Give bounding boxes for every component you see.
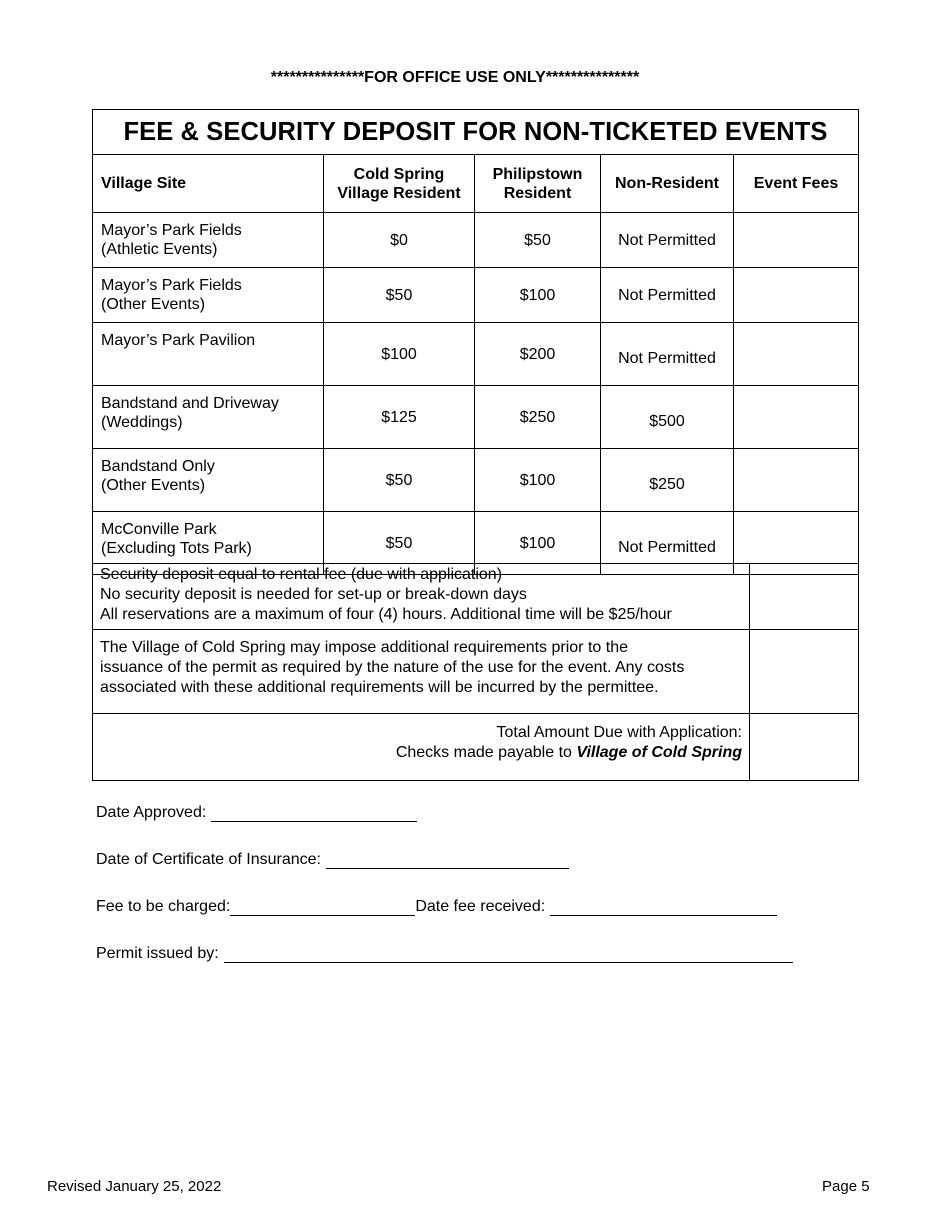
site-note: (Excluding Tots Park) bbox=[101, 540, 252, 557]
deposit-line: No security deposit is needed for set-up or break-down days bbox=[100, 586, 527, 603]
permit-issued-line[interactable] bbox=[224, 944, 793, 963]
cold-spring-fee: $50 bbox=[324, 449, 475, 512]
checks-payee: Village of Cold Spring bbox=[576, 744, 742, 761]
site-name: Mayor’s Park Pavilion bbox=[101, 332, 256, 349]
header-philipstown bbox=[475, 155, 601, 213]
header-philipstown-line1: Philipstown bbox=[492, 165, 583, 183]
cold-spring-fee: $50 bbox=[324, 268, 475, 323]
deposit-notes bbox=[93, 564, 750, 630]
checks-prefix: Checks made payable to bbox=[395, 744, 577, 761]
date-insurance-label: Date of Certificate of Insurance: bbox=[96, 851, 321, 868]
event-fees-cell[interactable] bbox=[734, 268, 859, 323]
philipstown-fee: $100 bbox=[475, 449, 601, 512]
header-cold-spring bbox=[324, 155, 475, 213]
header-cold-spring-line2: Village Resident bbox=[337, 184, 461, 202]
total-label: Total Amount Due with Application: bbox=[496, 724, 742, 741]
site-note: (Other Events) bbox=[101, 296, 206, 313]
site-note: (Other Events) bbox=[101, 477, 206, 494]
site-name: McConville Park bbox=[101, 521, 217, 538]
site-cell bbox=[93, 213, 324, 268]
total-row bbox=[93, 714, 859, 781]
site-note: (Weddings) bbox=[101, 414, 183, 431]
header-event-fees: Event Fees bbox=[734, 155, 859, 213]
header-non-resident: Non-Resident bbox=[601, 155, 734, 213]
site-cell bbox=[93, 268, 324, 323]
header-village-site: Village Site bbox=[93, 155, 324, 213]
event-fees-cell[interactable] bbox=[734, 213, 859, 268]
permit-issued-field bbox=[96, 944, 793, 963]
requirements-line: The Village of Cold Spring may impose additional requirements prior to the bbox=[100, 639, 628, 656]
requirements-notes bbox=[93, 630, 750, 714]
cold-spring-fee: $125 bbox=[324, 386, 475, 449]
fee-charged-line[interactable] bbox=[230, 897, 415, 916]
site-name: Bandstand and Driveway bbox=[101, 395, 279, 412]
requirements-line: associated with these additional requirements will be incurred by the permittee. bbox=[100, 679, 659, 696]
non-resident-fee: Not Permitted bbox=[601, 323, 734, 386]
requirements-line: issuance of the permit as required by the nature of the use for the event. Any costs bbox=[100, 659, 685, 676]
date-approved-line[interactable] bbox=[211, 803, 417, 822]
requirements-amount-box[interactable] bbox=[750, 630, 859, 714]
date-insurance-field bbox=[96, 850, 569, 869]
non-resident-fee: $500 bbox=[601, 386, 734, 449]
notes-table bbox=[92, 563, 859, 781]
site-name: Bandstand Only bbox=[101, 458, 215, 475]
cold-spring-fee: $100 bbox=[324, 323, 475, 386]
deposit-amount-box[interactable] bbox=[750, 564, 859, 630]
fee-fields-row bbox=[96, 897, 777, 916]
header-philipstown-line2: Resident bbox=[503, 184, 572, 202]
event-fees-cell[interactable] bbox=[734, 386, 859, 449]
table-row bbox=[93, 386, 859, 449]
office-use-banner: ***************FOR OFFICE USE ONLY*************** bbox=[270, 69, 640, 86]
site-cell bbox=[93, 449, 324, 512]
permit-issued-label: Permit issued by: bbox=[96, 945, 219, 962]
table-row bbox=[93, 323, 859, 386]
total-label-cell bbox=[93, 714, 750, 781]
cold-spring-fee: $0 bbox=[324, 213, 475, 268]
table-row bbox=[93, 268, 859, 323]
non-resident-fee: Not Permitted bbox=[601, 213, 734, 268]
non-resident-fee: Not Permitted bbox=[601, 512, 734, 575]
site-cell bbox=[93, 323, 324, 386]
header-cold-spring-line1: Cold Spring bbox=[353, 165, 445, 183]
philipstown-fee: $100 bbox=[475, 512, 601, 575]
date-approved-label: Date Approved: bbox=[96, 804, 207, 821]
philipstown-fee: $50 bbox=[475, 213, 601, 268]
event-fees-cell[interactable] bbox=[734, 323, 859, 386]
deposit-row bbox=[93, 564, 859, 630]
non-resident-fee: $250 bbox=[601, 449, 734, 512]
fee-table-header-row bbox=[93, 155, 859, 213]
site-name: Mayor’s Park Fields bbox=[101, 222, 242, 239]
table-row bbox=[93, 213, 859, 268]
philipstown-fee: $200 bbox=[475, 323, 601, 386]
total-amount-box[interactable] bbox=[750, 714, 859, 781]
event-fees-cell[interactable] bbox=[734, 449, 859, 512]
site-cell bbox=[93, 386, 324, 449]
date-insurance-line[interactable] bbox=[326, 850, 569, 869]
philipstown-fee: $100 bbox=[475, 268, 601, 323]
date-fee-received-line[interactable] bbox=[550, 897, 777, 916]
date-fee-received-label: Date fee received: bbox=[415, 898, 546, 915]
philipstown-fee: $250 bbox=[475, 386, 601, 449]
cold-spring-fee: $50 bbox=[324, 512, 475, 575]
date-approved-field bbox=[96, 803, 417, 822]
revised-date: Revised January 25, 2022 bbox=[47, 1178, 222, 1195]
table-row bbox=[93, 449, 859, 512]
fee-table bbox=[92, 109, 859, 575]
deposit-line: Security deposit equal to rental fee (due with application) bbox=[100, 566, 503, 583]
site-note: (Athletic Events) bbox=[101, 241, 218, 258]
page-number: Page 5 bbox=[822, 1178, 870, 1195]
non-resident-fee: Not Permitted bbox=[601, 268, 734, 323]
site-name: Mayor’s Park Fields bbox=[101, 277, 242, 294]
fee-table-title: FEE & SECURITY DEPOSIT FOR NON-TICKETED EVENTS bbox=[93, 110, 859, 155]
fee-charged-label: Fee to be charged: bbox=[96, 898, 231, 915]
deposit-line: All reservations are a maximum of four (4) hours. Additional time will be $25/hour bbox=[100, 606, 672, 623]
requirements-row bbox=[93, 630, 859, 714]
